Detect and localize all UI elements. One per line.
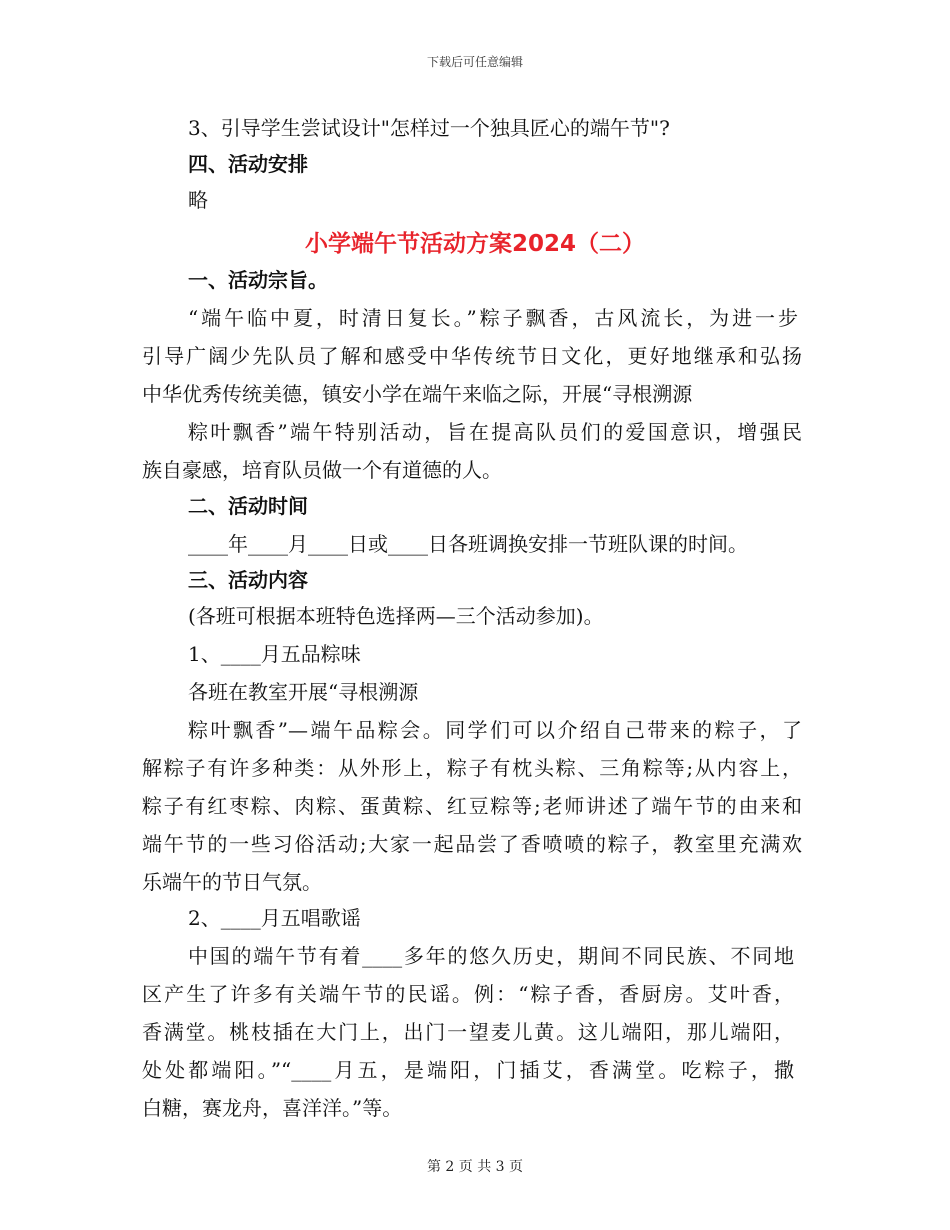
body-line: (各班可根据本班特色选择两—三个活动参加)。 <box>188 604 604 628</box>
body-line: 乐端午的节日气氛。 <box>142 870 322 894</box>
body-line: 解粽子有许多种类：从外形上，粽子有枕头粽、三角粽等;从内容上， <box>142 756 802 780</box>
body-line: 白糖，赛龙舟，喜洋洋。”等。 <box>142 1096 403 1120</box>
body-line: 粽子有红枣粽、肉粽、蛋黄粽、红豆粽等;老师讲述了端午节的由来和 <box>142 794 802 818</box>
body-line: 族自豪感，培育队员做一个有道德的人。 <box>142 458 502 482</box>
body-line: 略 <box>188 188 208 212</box>
body-line: 区产生了许多有关端午节的民谣。例：“粽子香，香厨房。艾叶香， <box>142 982 794 1006</box>
body-line: 中华优秀传统美德，镇安小学在端午来临之际，开展“寻根溯源 <box>142 382 693 406</box>
body-line: 1、____月五品粽味 <box>188 642 361 666</box>
body-line: 粽叶飘香”—端午品粽会。同学们可以介绍自己带来的粽子，了 <box>188 718 802 742</box>
section-heading: 二、活动时间 <box>188 494 308 518</box>
body-line: ____年____月____日或____日各班调换安排一节班队课的时间。 <box>188 532 748 556</box>
body-line: 香满堂。桃枝插在大门上，出门一望麦儿黄。这儿端阳，那儿端阳， <box>142 1020 794 1044</box>
section-heading: 三、活动内容 <box>188 568 308 592</box>
body-line: 端午节的一些习俗活动;大家一起品尝了香喷喷的粽子，教室里充满欢 <box>142 832 802 856</box>
body-line: 处处都端阳。”“____月五，是端阳，门插艾，香满堂。吃粽子，撒 <box>142 1058 794 1082</box>
body-line: 中国的端午节有着____多年的悠久历史，期间不同民族、不同地 <box>188 944 794 968</box>
page-header: 下载后可任意编辑 <box>426 55 523 69</box>
body-line: 各班在教室开展“寻根溯源 <box>188 680 419 704</box>
body-line: 3、引导学生尝试设计"怎样过一个独具匠心的端午节"? <box>188 116 670 140</box>
body-line: “端午临中夏，时清日复长。”粽子飘香，古风流长，为进一步 <box>188 306 798 330</box>
page-title: 小学端午节活动方案2024（二） <box>304 231 645 257</box>
section-heading: 一、活动宗旨。 <box>188 268 328 292</box>
page-footer: 第 2 页 共 3 页 <box>426 1159 524 1175</box>
body-line: 2、____月五唱歌谣 <box>188 906 361 930</box>
body-line: 粽叶飘香”端午特别活动，旨在提高队员们的爱国意识，增强民 <box>188 420 802 444</box>
section-heading: 四、活动安排 <box>188 152 308 176</box>
body-line: 引导广阔少先队员了解和感受中华传统节日文化，更好地继承和弘扬 <box>142 344 802 368</box>
